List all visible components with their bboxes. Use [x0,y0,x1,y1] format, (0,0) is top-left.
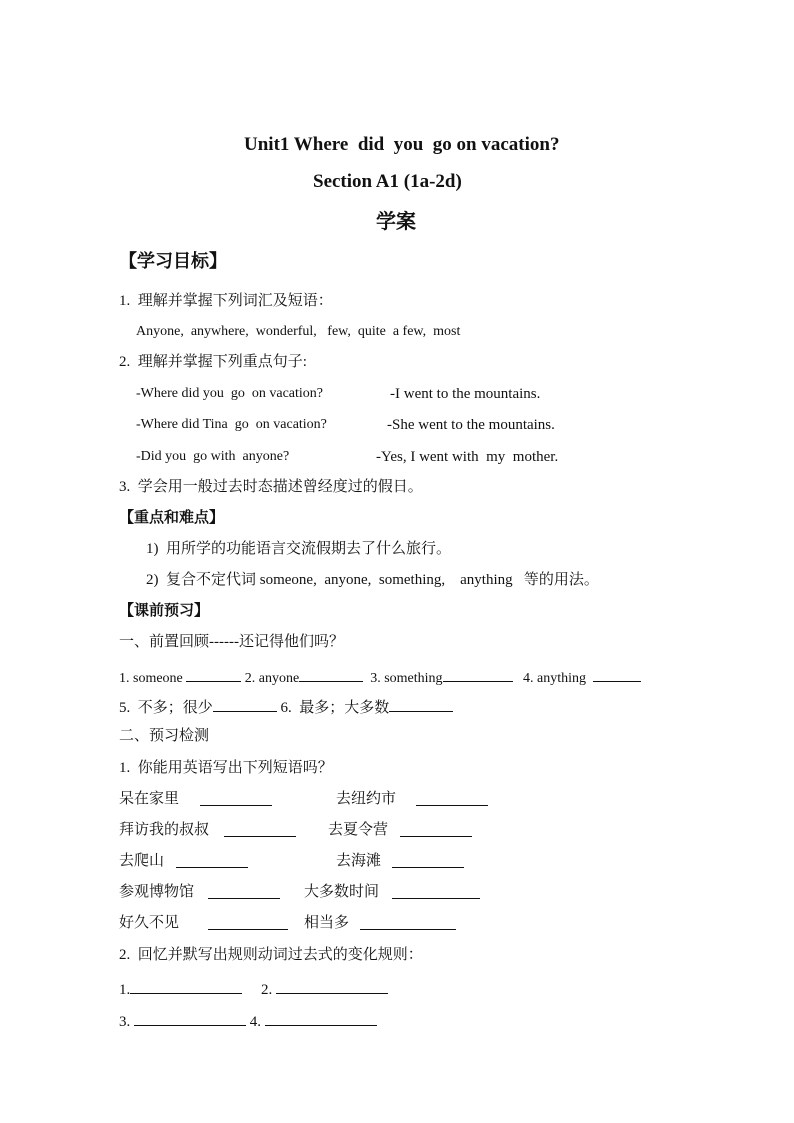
key-point-2: 2) 复合不定代词 someone, anyone, something, anything 等的用法。 [146,572,599,588]
review-row-2 [119,696,453,717]
sentence-question: -Where did you go on vacation? [136,386,323,401]
part2-heading: 二、预习检测 [119,728,210,744]
answer-blank[interactable] [224,821,296,837]
phrase-left: 呆在家里 [119,791,180,807]
goal-item-3: 3. 学会用一般过去时态描述曾经度过的假日。 [119,479,423,495]
answer-blank[interactable] [130,978,242,994]
goal-item-2: 2. 理解并掌握下列重点句子: [119,354,307,370]
answer-blank[interactable] [389,696,453,712]
preview-heading: 【课前预习】 [119,603,210,619]
review-item: 1. someone [119,671,187,686]
phrase-left: 参观博物馆 [119,884,195,900]
sentence-answer: -Yes, I went with my mother. [376,449,559,465]
goal-item-1: 1. 理解并掌握下列词汇及短语： [119,293,333,309]
answer-blank[interactable] [360,914,456,930]
answer-blank[interactable] [276,978,388,994]
answer-blank[interactable] [593,666,641,682]
question-1: 1. 你能用英语写出下列短语吗？ [119,760,333,776]
sentence-answer: -She went to the mountains. [387,417,555,433]
sentence-answer: -I went to the mountains. [390,386,541,402]
review-item: 3. something [370,671,443,686]
answer-blank[interactable] [400,821,472,837]
rule-row-1 [119,978,388,999]
answer-blank[interactable] [208,914,288,930]
goals-heading: 【学习目标】 [119,251,227,271]
review-item: 5. 不多；很少 [119,700,213,716]
sentence-question: -Where did Tina go on vacation? [136,417,327,432]
answer-blank[interactable] [213,696,277,712]
phrase-left: 拜访我的叔叔 [119,822,210,838]
phrase-right: 相当多 [304,915,350,931]
answer-blank[interactable] [416,790,488,806]
part1-heading: 一、前置回顾------还记得他们吗？ [119,634,344,650]
doc-type-title: 学案 [376,211,416,233]
review-item: 2. anyone [244,671,300,686]
review-item: 6. 最多；大多数 [280,700,390,716]
review-item: 4. anything [523,671,590,686]
answer-blank[interactable] [392,852,464,868]
answer-blank[interactable] [265,1010,377,1026]
rule-number: 2. [261,982,273,998]
key-point-1: 1) 用所学的功能语言交流假期去了什么旅行。 [146,541,451,557]
answer-blank[interactable] [392,883,480,899]
answer-blank[interactable] [186,666,241,682]
question-2: 2. 回忆并默写出规则动词过去式的变化规则： [119,947,423,963]
phrase-right: 去海滩 [336,853,382,869]
rule-row-2 [119,1010,377,1031]
section-title: Section A1 (1a-2d) [313,171,462,192]
answer-blank[interactable] [443,666,513,682]
answer-blank[interactable] [200,790,272,806]
vocab-list: Anyone, anywhere, wonderful, few, quite a few, most [136,324,461,339]
phrase-left: 去爬山 [119,853,165,869]
unit-title: Unit1 Where did you go on vacation? [244,134,560,155]
rule-number: 4. [249,1014,261,1030]
phrase-right: 去纽约市 [336,791,397,807]
answer-blank[interactable] [176,852,248,868]
review-row-1 [119,666,641,688]
rule-number: 1. [119,982,131,998]
key-points-heading: 【重点和难点】 [119,510,225,526]
rule-number: 3. [119,1014,131,1030]
answer-blank[interactable] [299,666,363,682]
phrase-right: 去夏令营 [328,822,389,838]
answer-blank[interactable] [208,883,280,899]
sentence-question: -Did you go with anyone? [136,449,290,464]
phrase-left: 好久不见 [119,915,180,931]
answer-blank[interactable] [134,1010,246,1026]
phrase-right: 大多数时间 [304,884,380,900]
